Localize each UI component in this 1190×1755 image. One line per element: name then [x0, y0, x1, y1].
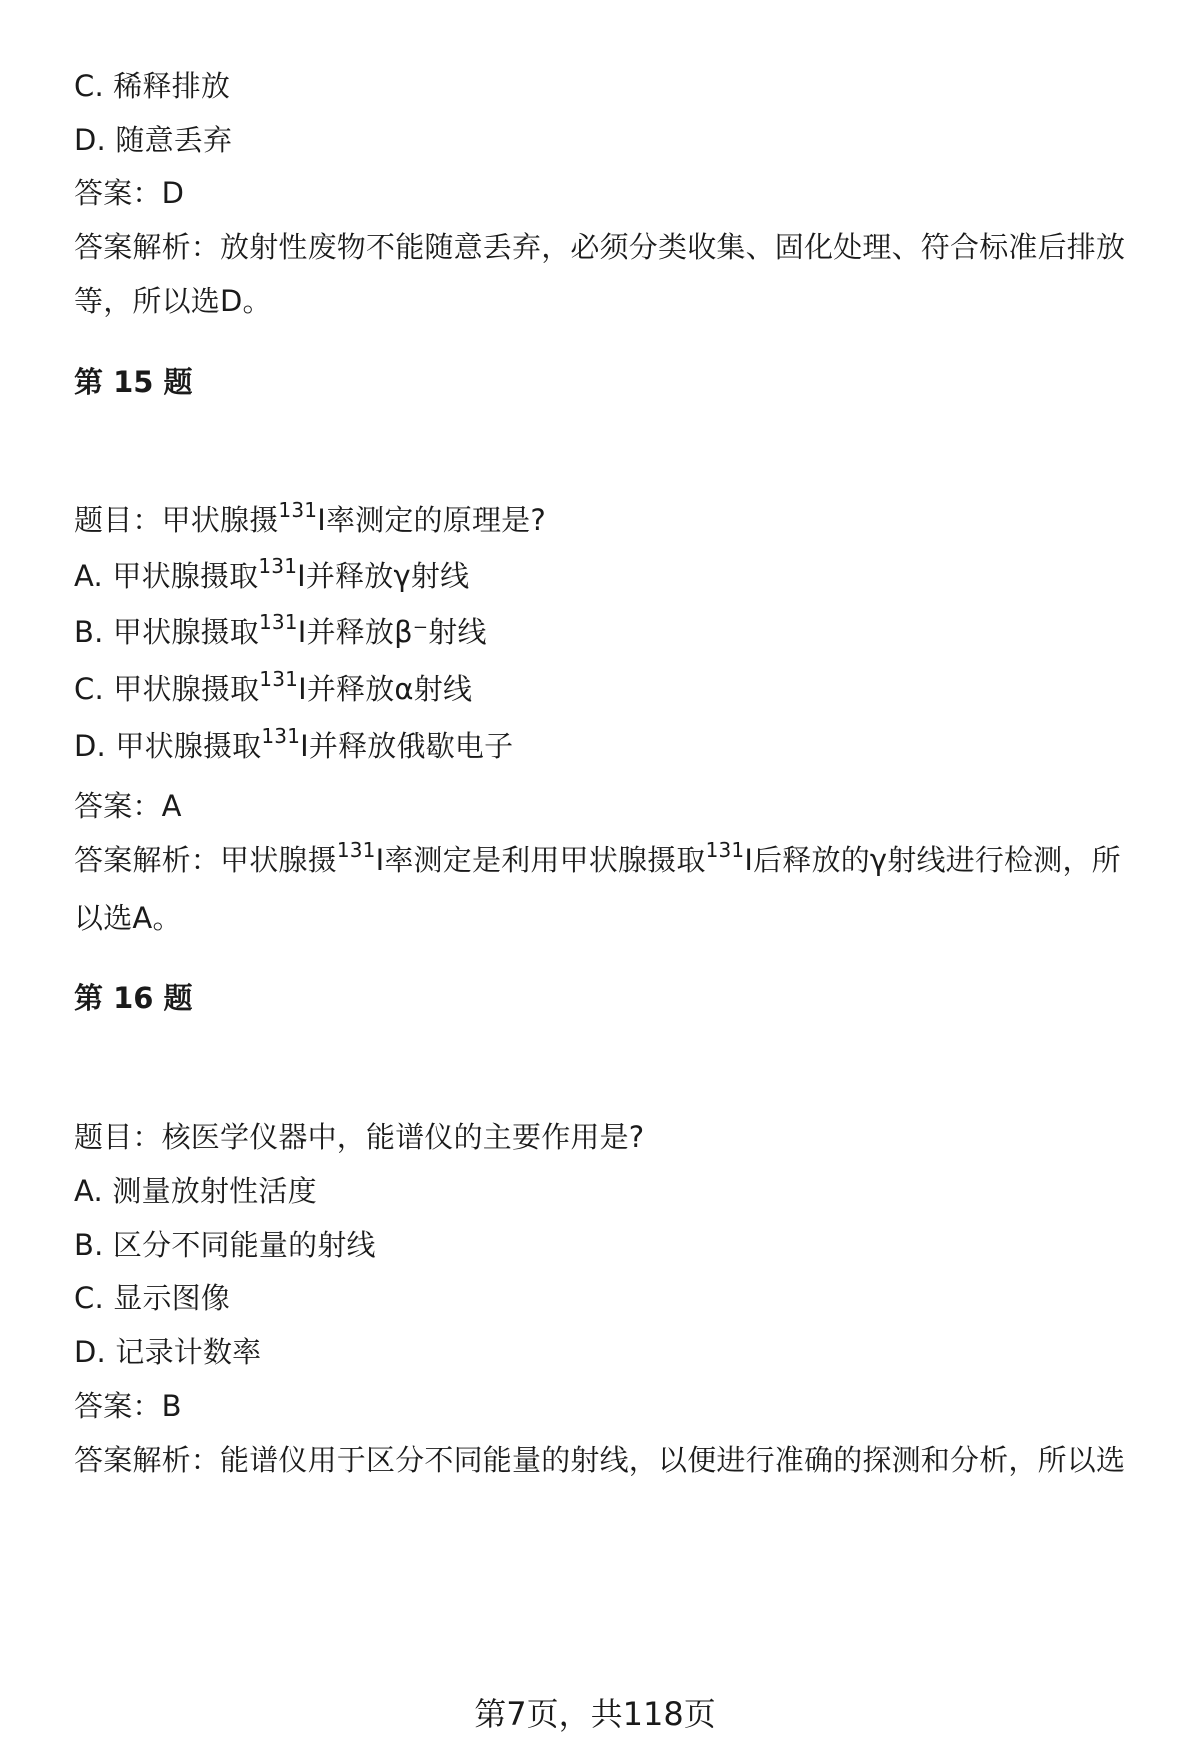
q14-answer: 答案：D [74, 176, 185, 210]
q15-explanation-pre: 答案解析：甲状腺摄 [74, 843, 337, 877]
q15-option-c-sup: 131 [259, 667, 299, 692]
q16-option-a: A. 测量放射性活度 [74, 1174, 317, 1208]
q15-explanation-line1 [74, 840, 1121, 880]
q15-question-sup: 131 [278, 498, 318, 523]
q15-option-b-sup: 131 [258, 610, 298, 635]
q15-option-d-sup: 131 [261, 724, 301, 749]
q15-explanation-post: I后释放的γ射线进行检测，所 [744, 843, 1121, 877]
q14-option-c: C. 稀释排放 [74, 69, 231, 103]
q15-option-d-pre: D. 甲状腺摄取 [74, 729, 262, 763]
q15-option-c [74, 669, 472, 709]
q15-option-d-post: I并释放俄歇电子 [300, 729, 514, 763]
q16-option-d: D. 记录计数率 [74, 1335, 262, 1369]
q15-option-c-pre: C. 甲状腺摄取 [74, 672, 260, 706]
q16-answer: 答案：B [74, 1389, 182, 1423]
q15-explanation-line2: 以选A。 [74, 901, 182, 935]
q15-option-c-post: I并释放α射线 [298, 672, 473, 706]
q15-option-b-post: I并释放β⁻射线 [297, 615, 487, 649]
q15-option-a [74, 556, 469, 596]
q15-question-post: I率测定的原理是? [317, 503, 546, 537]
q15-option-b-pre: B. 甲状腺摄取 [74, 615, 259, 649]
q15-heading: 第 15 题 [74, 365, 193, 399]
q15-option-d [74, 726, 513, 766]
q16-question: 题目：核医学仪器中，能谱仪的主要作用是? [74, 1120, 645, 1154]
q15-option-a-pre: A. 甲状腺摄取 [74, 559, 259, 593]
q16-explanation-line1: 答案解析：能谱仪用于区分不同能量的射线，以便进行准确的探测和分析，所以选 [74, 1443, 1126, 1477]
page-footer: 第7页，共118页 [474, 1695, 716, 1733]
q16-option-b: B. 区分不同能量的射线 [74, 1228, 376, 1262]
q16-heading: 第 16 题 [74, 981, 193, 1015]
q15-question [74, 500, 546, 540]
q16-option-c: C. 显示图像 [74, 1281, 231, 1315]
q15-explanation-sup1: 131 [336, 838, 376, 863]
q15-option-a-post: I并释放γ射线 [297, 559, 470, 593]
q14-explanation-line2: 等，所以选D。 [74, 284, 272, 318]
q15-option-a-sup: 131 [258, 554, 298, 579]
q14-option-d: D. 随意丢弃 [74, 123, 233, 157]
q14-explanation-line1: 答案解析：放射性废物不能随意丢弃，必须分类收集、固化处理、符合标准后排放 [74, 230, 1126, 264]
q15-option-b [74, 612, 487, 652]
q15-answer: 答案：A [74, 789, 182, 823]
q15-explanation-sup2: 131 [705, 838, 745, 863]
q15-explanation-mid: I率测定是利用甲状腺摄取 [375, 843, 706, 877]
q15-question-pre: 题目：甲状腺摄 [74, 503, 279, 537]
